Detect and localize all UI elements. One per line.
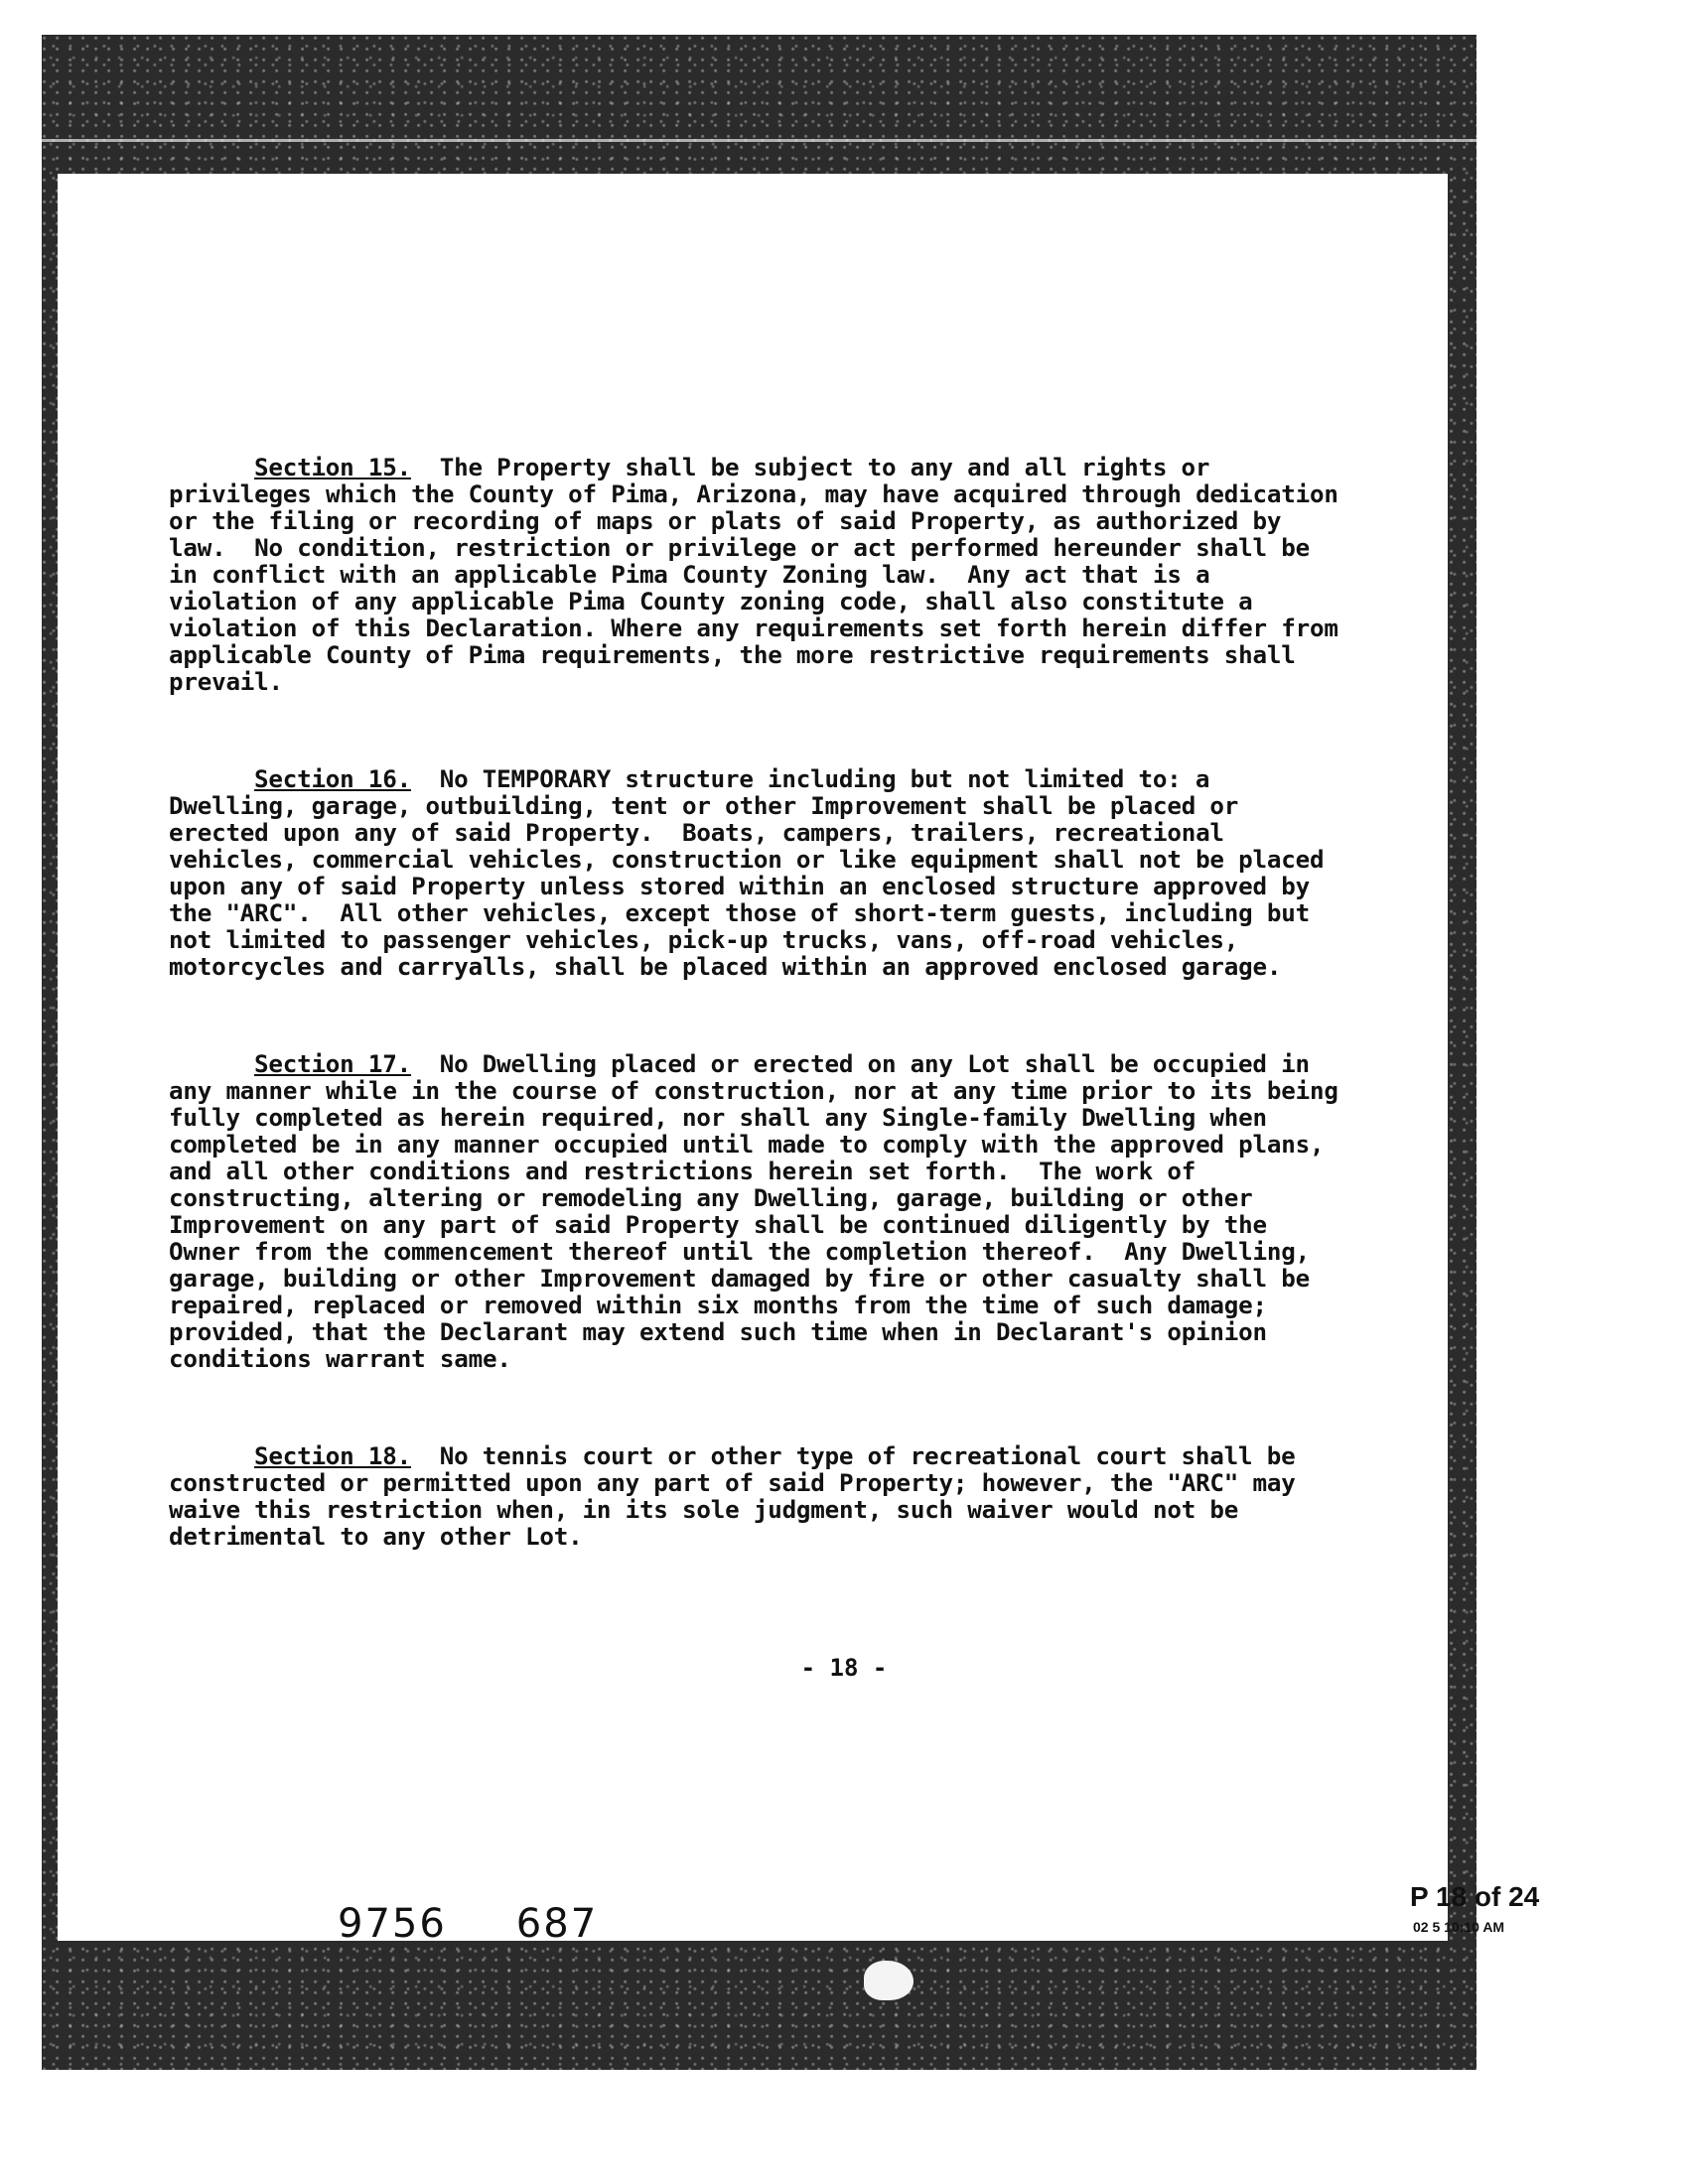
section-17-text: No Dwelling placed or erected on any Lot shall be occupied in any manner while in the course of construction, nor at any time prior to its being fully completed as herein required, nor shall any Single-family Dwelling when completed be in any manner occupied until made to comply with the approved plans, and all other conditions and restrictions herein set forth. The work of constructing, altering or remodeling any Dwelling, garage, building or other Improvement on any part of said Property shall be continued diligently by the Owner from the commencement thereof until the completion thereof. Any Dwelling, garage, building or other Improvement damaged by fire or other casualty shall be repaired, replaced or removed within six months from the time of such damage; provided, that the Declarant may extend such time when in Declarant's opinion conditions warrant same. xyxy=(169,1050,1353,1373)
scan-artifact-line xyxy=(42,139,1477,142)
section-17-heading: Section 17. xyxy=(254,1050,411,1078)
page-count-stamp: P 18 of 24 xyxy=(1410,1881,1540,1912)
page-date-stamp: 02 5 10:10 AM xyxy=(1413,1919,1505,1935)
section-17 xyxy=(169,1050,1353,1373)
section-16 xyxy=(169,766,1350,981)
scan-blot xyxy=(864,1961,914,2000)
section-15-heading: Section 15. xyxy=(254,454,411,481)
section-15-text: The Property shall be subject to any and all rights or privileges which the County of Pima, Arizona, may have acquired through dedication or the filing or recording of maps or plats of said Property, as authorized by law. No condition, restriction or privilege or act performed hereunder shall be in conflict with an applicable Pima County Zoning law. Any act that is a violation of any applicable Pima County zoning code, shall also constitute a violation of this Declaration. Where any requirements set forth herein differ from applicable County of Pima requirements, the more restrictive requirements shall prevail. xyxy=(169,454,1353,696)
section-16-text: No TEMPORARY structure including but not limited to: a Dwelling, garage, outbuilding, tent or other Improvement shall be placed or erected upon any of said Property. Boats, campers, trailers, recreational vehicles, commercial vehicles, construction or like equipment shall not be placed upon any of said Property unless stored within an enclosed structure approved by the "ARC". All other vehicles, except those of short-term guests, including but not limited to passenger vehicles, pick-up trucks, vans, off-road vehicles, motorcycles and carryalls, shall be placed within an approved enclosed garage. xyxy=(169,765,1338,981)
document-body xyxy=(169,454,1353,1621)
section-16-heading: Section 16. xyxy=(254,765,411,793)
section-18-heading: Section 18. xyxy=(254,1442,411,1470)
section-15 xyxy=(169,454,1353,696)
recording-reference xyxy=(338,1901,667,1947)
page-number: - 18 - xyxy=(800,1654,888,1682)
recording-page: 687 xyxy=(515,1901,599,1947)
recording-book: 9756 xyxy=(338,1901,447,1947)
section-18-text: No tennis court or other type of recreational court shall be constructed or permitted upon any part of said Property; however, the "ARC" may waive this restriction when, in its sole judgment, such waiver would not be detrimental to any other Lot. xyxy=(169,1442,1310,1551)
section-18 xyxy=(169,1443,1350,1551)
